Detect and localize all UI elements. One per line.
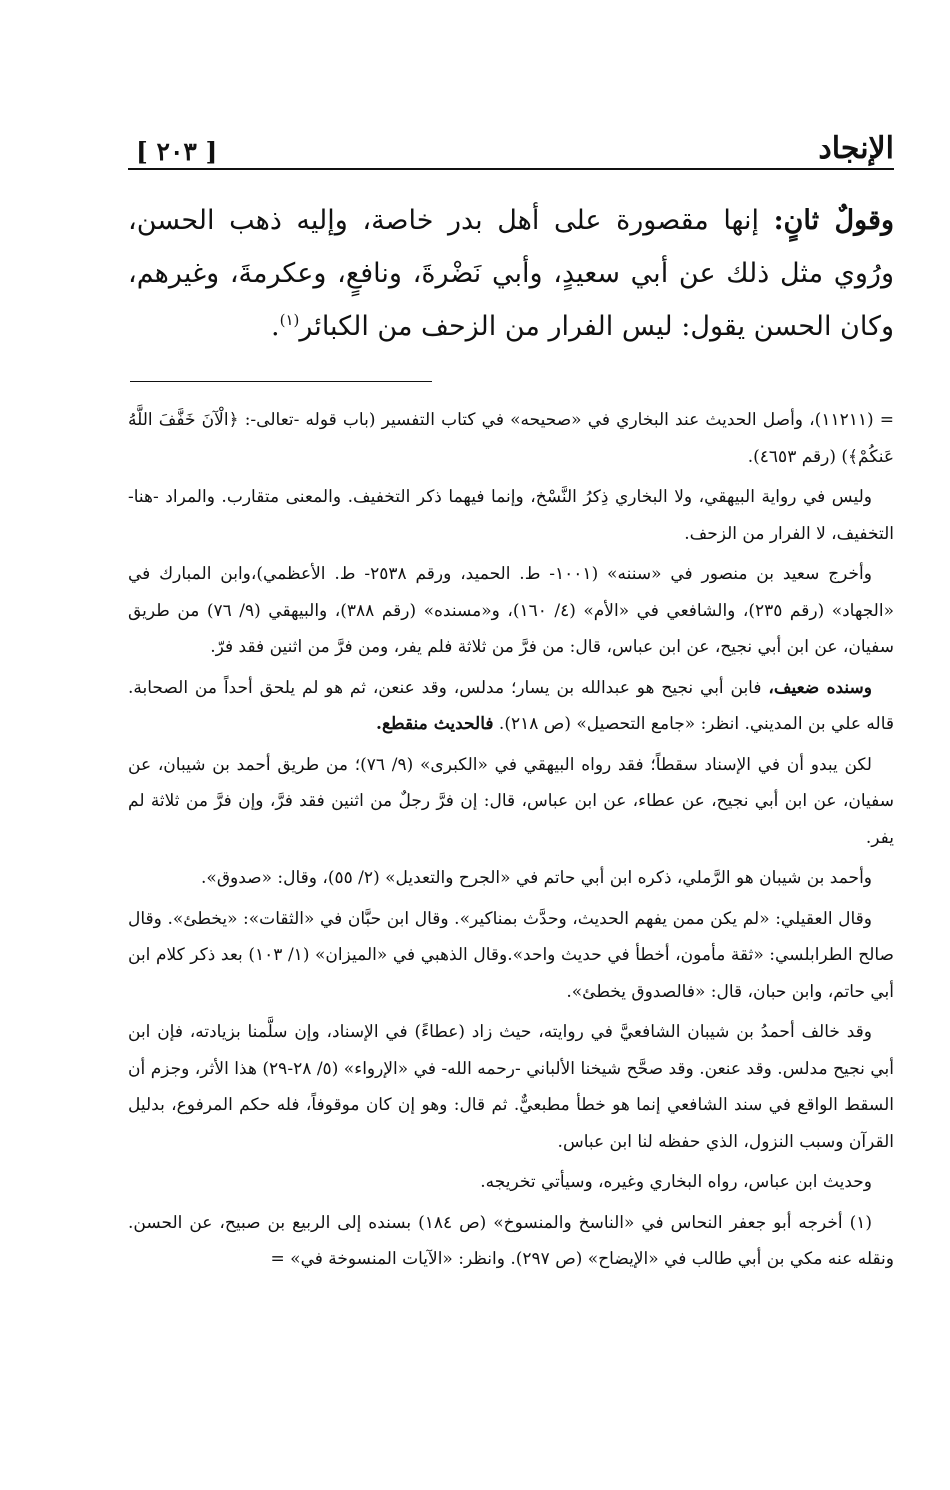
footnote-paragraph: وليس في رواية البيهقي، ولا البخاري ذِكرُ النَّسْخ، وإنما فيهما ذكر التخفيف. والمعنى متقارب. والمراد -هنا- التخفيف، لا الفرار من الزحف. xyxy=(128,487,894,544)
paragraph-lead: وقولٌ ثانٍ: xyxy=(773,205,894,236)
footnote-paragraph: (١) أخرجه أبو جعفر النحاس في «الناسخ والمنسوخ» (ص ١٨٤) بسنده إلى الربيع بن صبيح، عن الحسن. ونقله عنه مكي بن أبي طالب في «الإيضاح» (ص ٢٩٧). وانظر: «الآيات المنسوخة في» = xyxy=(128,1212,894,1269)
footnote-paragraph: وحديث ابن عباس، رواه البخاري وغيره، وسيأتي تخريجه. xyxy=(480,1172,872,1192)
paragraph-end: . xyxy=(271,311,280,342)
footnote-marker: (١) xyxy=(279,311,300,329)
footnote-bold-lead: وسنده ضعيف، xyxy=(768,677,873,698)
footnote-paragraph: وقال العقيلي: «لم يكن ممن يفهم الحديث، وحدَّث بمناكير». وقال ابن حبَّان في «الثقات»: «يخطئ». وقال صالح الطرابلسي: «ثقة مأمون، أخطأ في حديث واحد».وقال الذهبي في «الميزان» (١/ ١٠٣) بعد ذكر كلام ابن أبي حاتم، وابن حبان، قال: «فالصدوق يخطئ». xyxy=(128,908,894,1002)
page-number: [ ٢٠٣ ] xyxy=(136,137,218,166)
main-paragraph xyxy=(128,194,894,353)
page-header xyxy=(128,118,894,170)
footnote-paragraph: وأخرج سعيد بن منصور في «سننه» (١٠٠١- ط. الحميد، ورقم ٢٥٣٨- ط. الأعظمي)،وابن المبارك في «الجهاد» (رقم ٢٣٥)، والشافعي في «الأم» (٤/ ١٦٠)، و«مسنده» (رقم ٣٨٨)، والبيهقي (٩/ ٧٦) من طريق سفيان، عن ابن أبي نجيح، عن ابن عباس، قال: من فرَّ من ثلاثة فلم يفر، ومن فرَّ من اثنين فقد فرّ. xyxy=(128,564,894,657)
running-title: الإنجاد xyxy=(818,131,894,166)
paragraph-body: إنها مقصورة على أهل بدر خاصة، وإليه ذهب الحسن، ورُوي مثل ذلك عن أبي سعيدٍ، وأبي نَضْرةَ، ونافعٍ، وعكرمةَ، وغيرهم، وكان الحسن يقول: ليس الفرار من الزحف من الكبائر xyxy=(128,205,894,342)
footnotes-section xyxy=(128,402,894,1278)
footnote-paragraph: وأحمد بن شيبان هو الرَّملي، ذكره ابن أبي حاتم في «الجرح والتعديل» (٢/ ٥٥)، وقال: «صدوق». xyxy=(201,868,872,888)
footnote-text: فابن أبي نجيح هو عبدالله بن يسار؛ مدلس، وقد عنعن، ثم هو لم يلحق أحداً من الصحابة. قاله علي بن المديني. انظر: «جامع التحصيل» (ص ٢١٨). xyxy=(128,677,894,734)
footnote-paragraph: لكن يبدو أن في الإسناد سقطاً؛ فقد رواه البيهقي في «الكبرى» (٩/ ٧٦)؛ من طريق أحمد بن شيبان، عن سفيان، عن ابن أبي نجيح، عن عطاء، عن ابن عباس، قال: إن فرَّ رجلٌ من اثنين فقد فرَّ، وإن فرَّ من ثلاثة لم يفر. xyxy=(128,754,894,848)
footnote-paragraph xyxy=(128,670,894,743)
book-page xyxy=(128,118,894,1282)
footnote-paragraph: = (١١٢١١)، وأصل الحديث عند البخاري في «صحيحه» في كتاب التفسير (باب قوله -تعالى-: ﴿الْآنَ خَفَّفَ اللَّهُ عَنكُمْ﴾) (رقم ٤٦٥٣). xyxy=(128,410,895,467)
footnote-paragraph: وقد خالف أحمدُ بن شيبان الشافعيَّ في روايته، حيث زاد (عطاءً) في الإسناد، وإن سلَّمنا بزيادته، فإن ابن أبي نجيح مدلس. وقد عنعن. وقد صحَّح شيخنا الألباني -رحمه الله- في «الإرواء» (٥/ ٢٨-٢٩) هذا الأثر، وجزم أن السقط الواقع في سند الشافعي إنما هو خطأ مطبعيٌّ. ثم قال: وهو إن كان موقوفاً، فله حكم المرفوع، بدليل القرآن وسبب النزول، الذي حفظه لنا ابن عباس. xyxy=(128,1022,894,1152)
footnote-separator xyxy=(130,381,432,382)
footnote-bold-tail: فالحديث منقطع. xyxy=(376,714,494,734)
